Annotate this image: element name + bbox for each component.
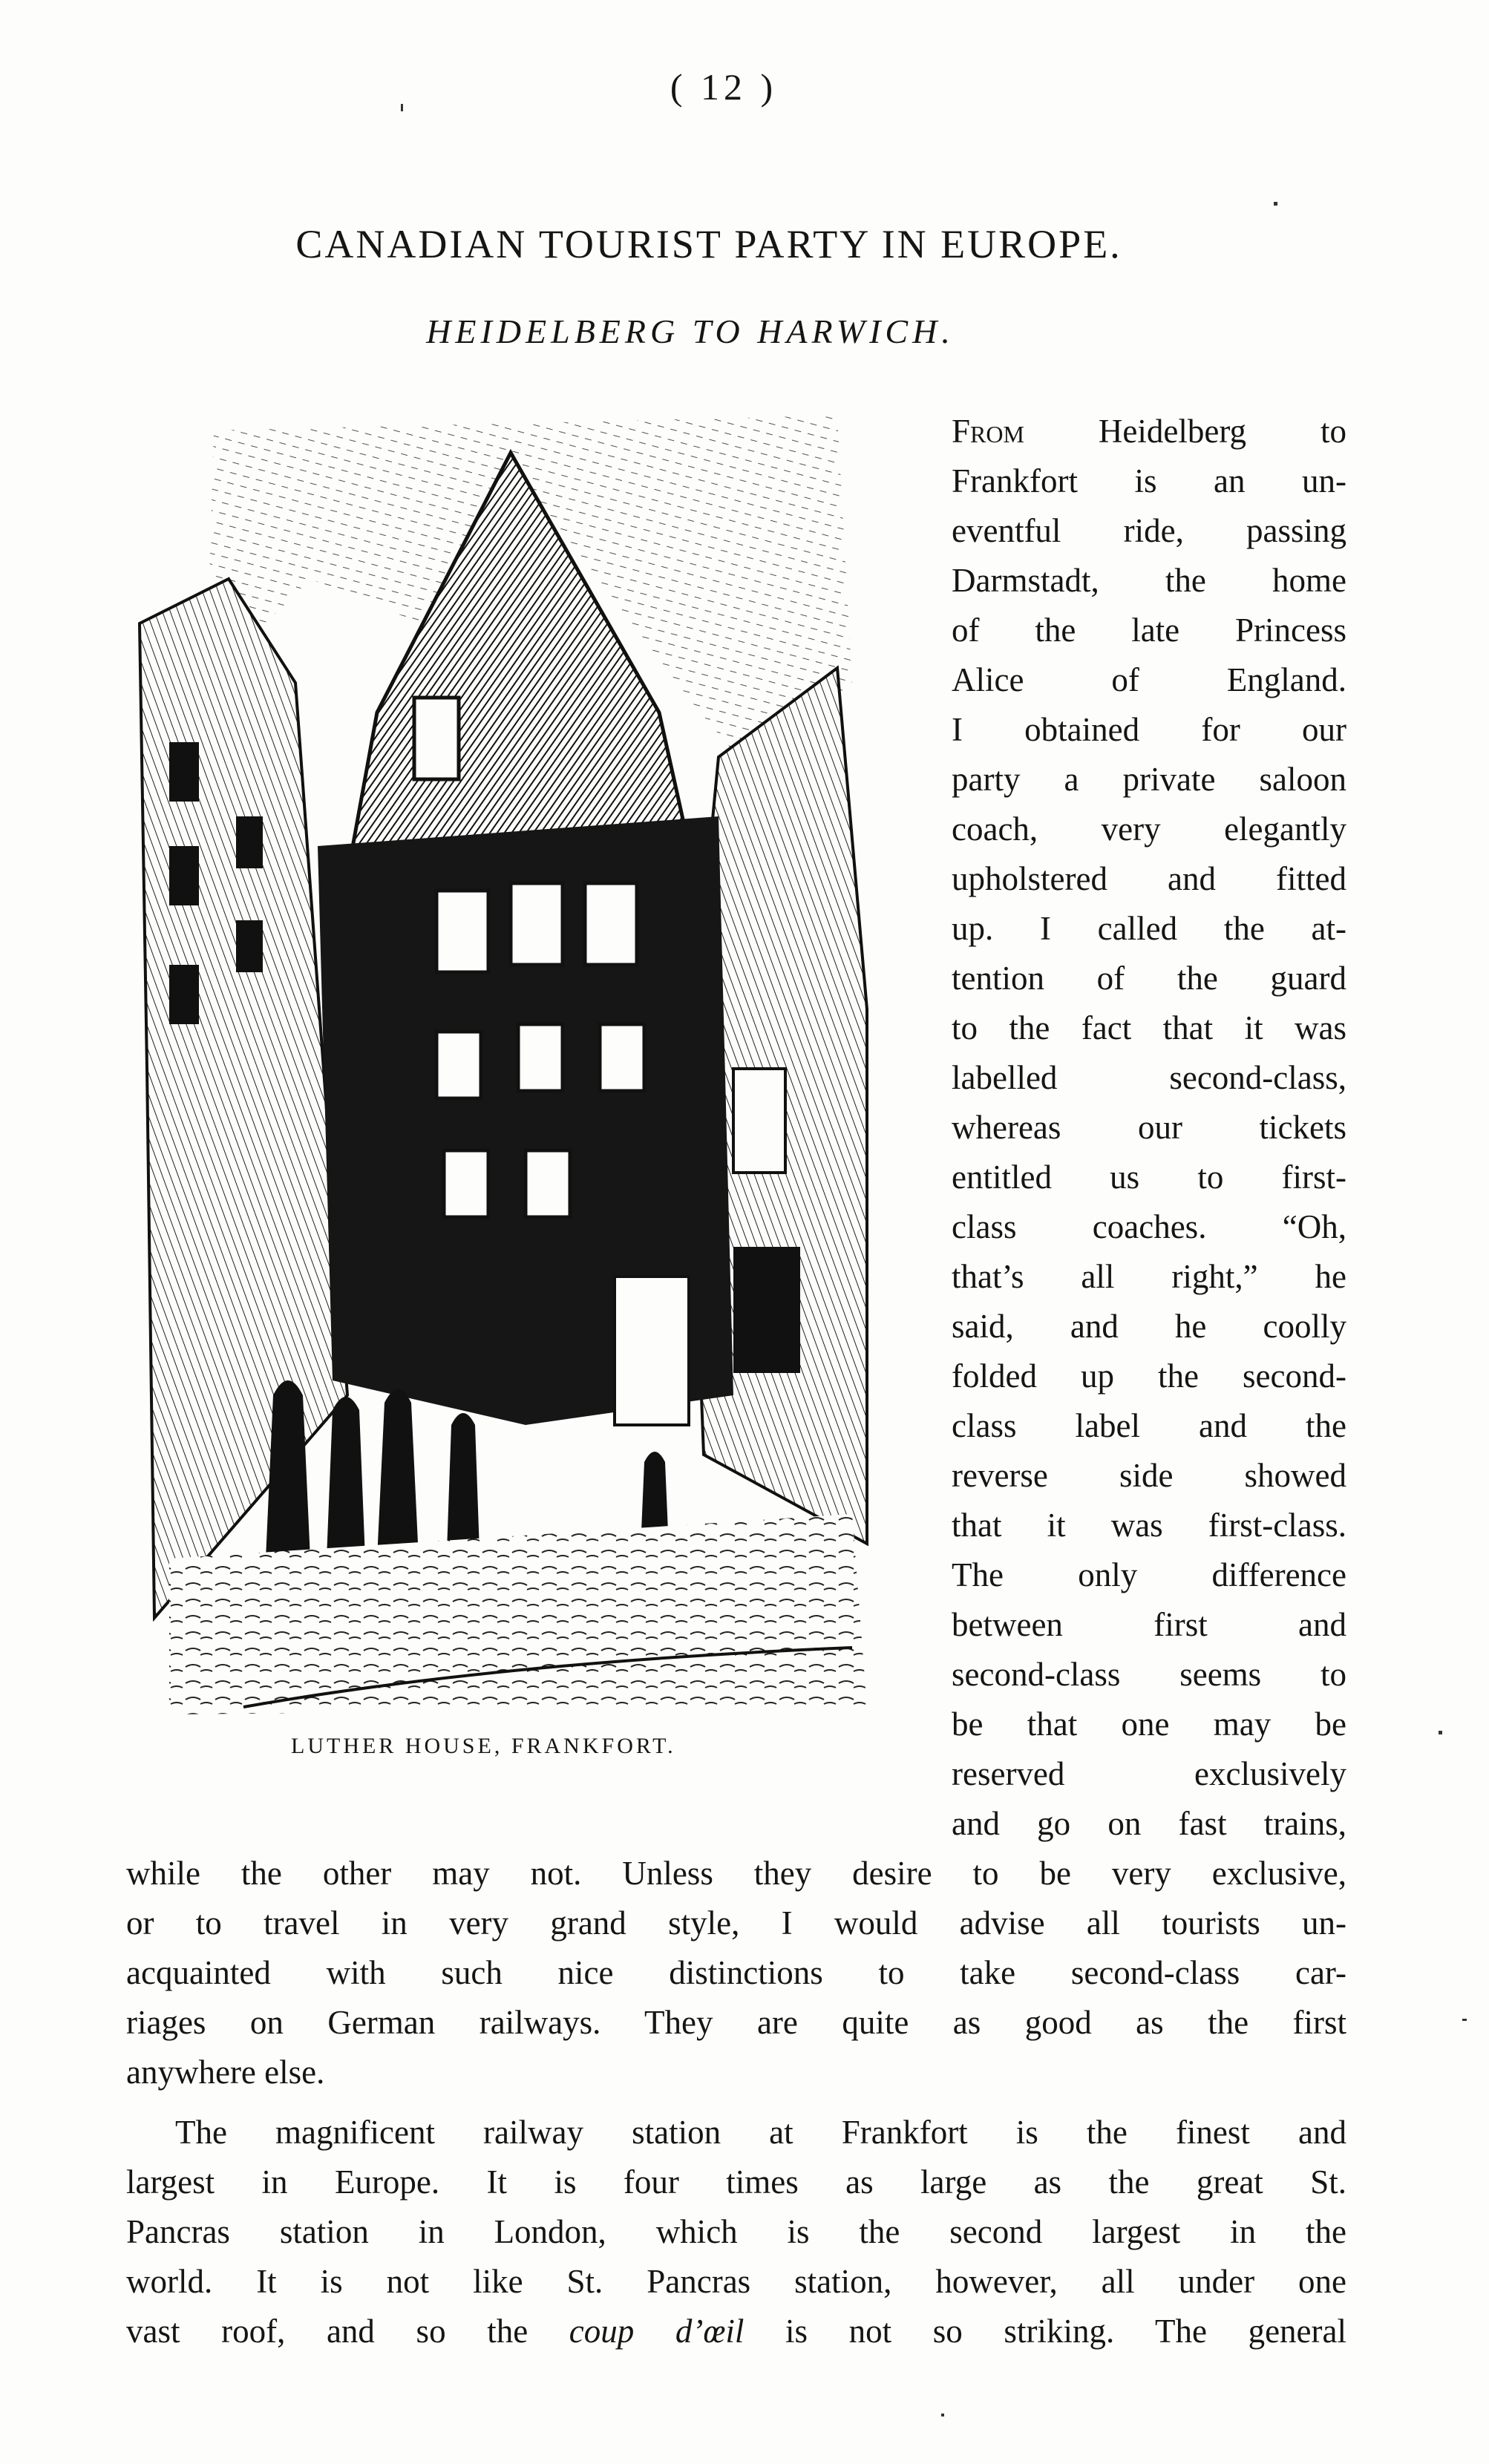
column-line: The only difference [952,1556,1346,1593]
column-line: reserved exclusively [952,1755,1346,1792]
paragraph-2-line: world. It is not like St. Pancras station, however, all under one [126,2263,1346,2300]
body-line: or to travel in very grand style, I would advise all tourists un- [126,1904,1346,1942]
page-number: ( 12 ) [670,66,778,108]
text-after-italic: is not so striking. The general [744,2313,1346,2350]
engraving-drawing [125,401,926,1729]
column-line: said, and he coolly [952,1308,1346,1345]
column-line: party a private saloon [952,761,1346,798]
body-line: anywhere else. [126,2054,325,2091]
column-line: folded up the second- [952,1357,1346,1395]
dropcap-word: From [952,413,1024,450]
column-line: Darmstadt, the home [952,562,1346,599]
text-before-italic: vast roof, and so the [126,2313,569,2350]
column-line: to the fact that it was [952,1009,1346,1046]
column-line: tention of the guard [952,960,1346,997]
paragraph-2-line: The magnificent railway station at Frankfort is the finest and [175,2114,1346,2151]
column-line: up. I called the at- [952,910,1346,947]
body-line: while the other may not. Unless they desire to be very exclusive, [126,1855,1346,1892]
column-line: I obtained for our [952,711,1346,748]
body-line: riages on German railways. They are quite as good as the first [126,2004,1346,2041]
chapter-title: CANADIAN TOURIST PARTY IN EUROPE. [295,222,1122,266]
paragraph-2-line: largest in Europe. It is four times as large as the great St. [126,2163,1346,2201]
column-line-1 [952,407,1346,456]
column-line: class coaches. “Oh, [952,1208,1346,1245]
column-line: and go on fast trains, [952,1805,1346,1842]
column-line: labelled second-class, [952,1059,1346,1096]
illustration-caption: LUTHER HOUSE, FRANKFORT. [291,1734,676,1758]
body-line: acquainted with such nice distinctions to take second-class car- [126,1954,1346,1991]
column-line: whereas our tickets [952,1109,1346,1146]
italic-phrase: coup d’œil [569,2313,744,2350]
column-line: eventful ride, passing [952,512,1346,549]
column-line: Alice of England. [952,661,1346,698]
column-line-1-text: Heidelberg to [1098,413,1346,450]
column-line: second-class seems to [952,1656,1346,1693]
paragraph-2-line: Pancras station in London, which is the second largest in the [126,2213,1346,2250]
section-subtitle: HEIDELBERG TO HARWICH. [426,312,955,350]
column-line: be that one may be [952,1706,1346,1743]
column-line: that’s all right,” he [952,1258,1346,1295]
column-line: class label and the [952,1407,1346,1444]
column-line: between first and [952,1606,1346,1643]
paragraph-2-last-line [126,2307,1346,2356]
column-line: of the late Princess [952,612,1346,649]
column-line: Frankfort is an un- [952,462,1346,499]
column-line: upholstered and fitted [952,860,1346,897]
column-line: reverse side showed [952,1457,1346,1494]
engraving-luther-house [125,401,926,1729]
column-line: that it was first-class. [952,1507,1346,1544]
column-line: entitled us to first- [952,1159,1346,1196]
column-line: coach, very elegantly [952,810,1346,848]
